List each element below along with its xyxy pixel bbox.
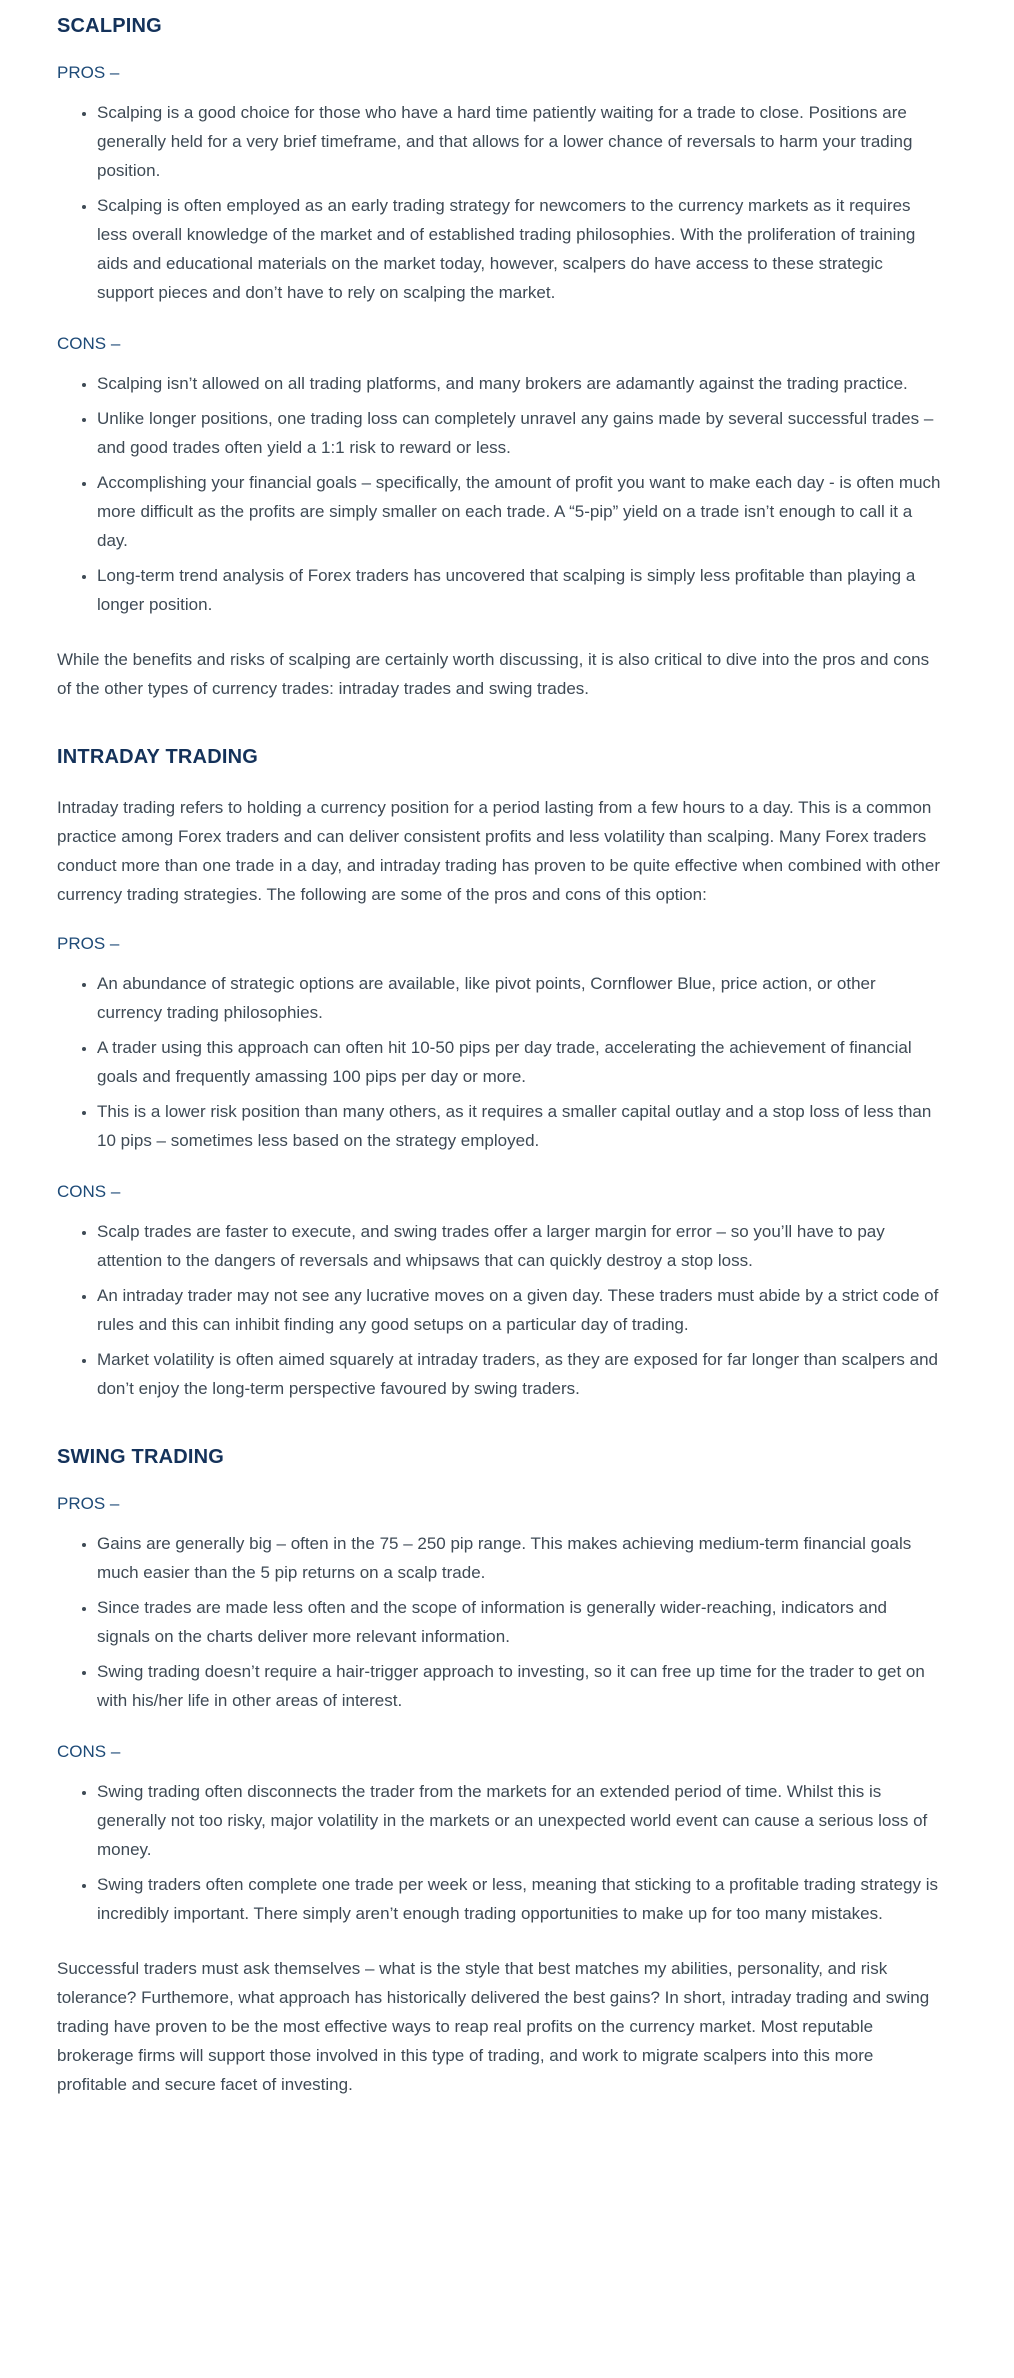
- cons-label: CONS –: [57, 1742, 121, 1761]
- cons-list: [57, 369, 944, 619]
- section-heading-swing-trading: SWING TRADING: [57, 1446, 225, 1468]
- list-item: • Swing traders often complete one trade per week or less, meaning that sticking to a profitable trading strategy is incredibly important. There simply aren’t enough trading opportunities to make up for too many mistakes.: [97, 1870, 944, 1928]
- list-item: • Scalping is often employed as an early trading strategy for newcomers to the currency markets as it requires less overall knowledge of the market and of established trading philosophies. With the proliferation of training aids and educational materials on the market today, however, scalpers do have access to these strategic support pieces and don’t have to rely on scalping the market.: [97, 191, 944, 307]
- list-item: • Market volatility is often aimed squarely at intraday traders, as they are exposed for far longer than scalpers and don’t enjoy the long-term perspective favoured by swing traders.: [97, 1345, 944, 1403]
- list-item: • Long-term trend analysis of Forex traders has uncovered that scalping is simply less profitable than playing a longer position.: [97, 561, 944, 619]
- cons-label: CONS –: [57, 1182, 121, 1201]
- paragraph: Successful traders must ask themselves – what is the style that best matches my abilities, personality, and risk tolerance? Furthemore, what approach has historically delivered the best gains? In short, intraday trading and swing trading have proven to be the most effective ways to reap real profits on the currency market. Most reputable brokerage firms will support those involved in this type of trading, and work to migrate scalpers into this more profitable and secure facet of investing.: [57, 1959, 930, 2094]
- list-item: • Since trades are made less often and the scope of information is generally wider-reaching, indicators and signals on the charts deliver more relevant information.: [97, 1593, 944, 1651]
- list-item: • An intraday trader may not see any lucrative moves on a given day. These traders must abide by a strict code of rules and this can inhibit finding any good setups on a particular day of trading.: [97, 1281, 944, 1339]
- paragraph: While the benefits and risks of scalping are certainly worth discussing, it is also critical to dive into the pros and cons of the other types of currency trades: intraday trades and swing trades.: [57, 650, 930, 698]
- list-item: • This is a lower risk position than many others, as it requires a smaller capital outlay and a stop loss of less than 10 pips – sometimes less based on the strategy employed.: [97, 1097, 944, 1155]
- paragraph: Intraday trading refers to holding a currency position for a period lasting from a few hours to a day. This is a common practice among Forex traders and can deliver consistent profits and less volatility than scalping. Many Forex traders conduct more than one trade in a day, and intraday trading has proven to be quite effective when combined with other currency trading strategies. The following are some of the pros and cons of this option:: [57, 798, 940, 904]
- list-item: • Accomplishing your financial goals – specifically, the amount of profit you want to make each day - is often much more difficult as the profits are simply smaller on each trade. A “5-pip” yield on a trade isn’t enough to call it a day.: [97, 468, 944, 555]
- cons-list: [57, 1777, 944, 1928]
- section-heading-scalping: SCALPING: [57, 15, 162, 37]
- pros-list: [57, 969, 944, 1155]
- pros-label: PROS –: [57, 63, 120, 82]
- list-item: • A trader using this approach can often hit 10-50 pips per day trade, accelerating the achievement of financial goals and frequently amassing 100 pips per day or more.: [97, 1033, 944, 1091]
- pros-label: PROS –: [57, 934, 120, 953]
- pros-label: PROS –: [57, 1494, 120, 1513]
- list-item: • Swing trading doesn’t require a hair-trigger approach to investing, so it can free up time for the trader to get on with his/her life in other areas of interest.: [97, 1657, 944, 1715]
- cons-label: CONS –: [57, 334, 121, 353]
- list-item: • Swing trading often disconnects the trader from the markets for an extended period of time. Whilst this is generally not too risky, major volatility in the markets or an unexpected world event can cause a serious loss of money.: [97, 1777, 944, 1864]
- list-item: • Scalp trades are faster to execute, and swing trades offer a larger margin for error – so you’ll have to pay attention to the dangers of reversals and whipsaws that can quickly destroy a stop loss.: [97, 1217, 944, 1275]
- list-item: • Scalping is a good choice for those who have a hard time patiently waiting for a trade to close. Positions are generally held for a very brief timeframe, and that allows for a lower chance of reversals to harm your trading position.: [97, 98, 944, 185]
- list-item: • Gains are generally big – often in the 75 – 250 pip range. This makes achieving medium-term financial goals much easier than the 5 pip returns on a scalp trade.: [97, 1529, 944, 1587]
- pros-list: [57, 98, 944, 307]
- pros-list: [57, 1529, 944, 1715]
- section-heading-intraday-trading: INTRADAY TRADING: [57, 746, 258, 768]
- list-item: • An abundance of strategic options are available, like pivot points, Cornflower Blue, price action, or other currency trading philosophies.: [97, 969, 944, 1027]
- list-item: • Scalping isn’t allowed on all trading platforms, and many brokers are adamantly against the trading practice.: [97, 369, 944, 398]
- cons-list: [57, 1217, 944, 1403]
- list-item: • Unlike longer positions, one trading loss can completely unravel any gains made by several successful trades – and good trades often yield a 1:1 risk to reward or less.: [97, 404, 944, 462]
